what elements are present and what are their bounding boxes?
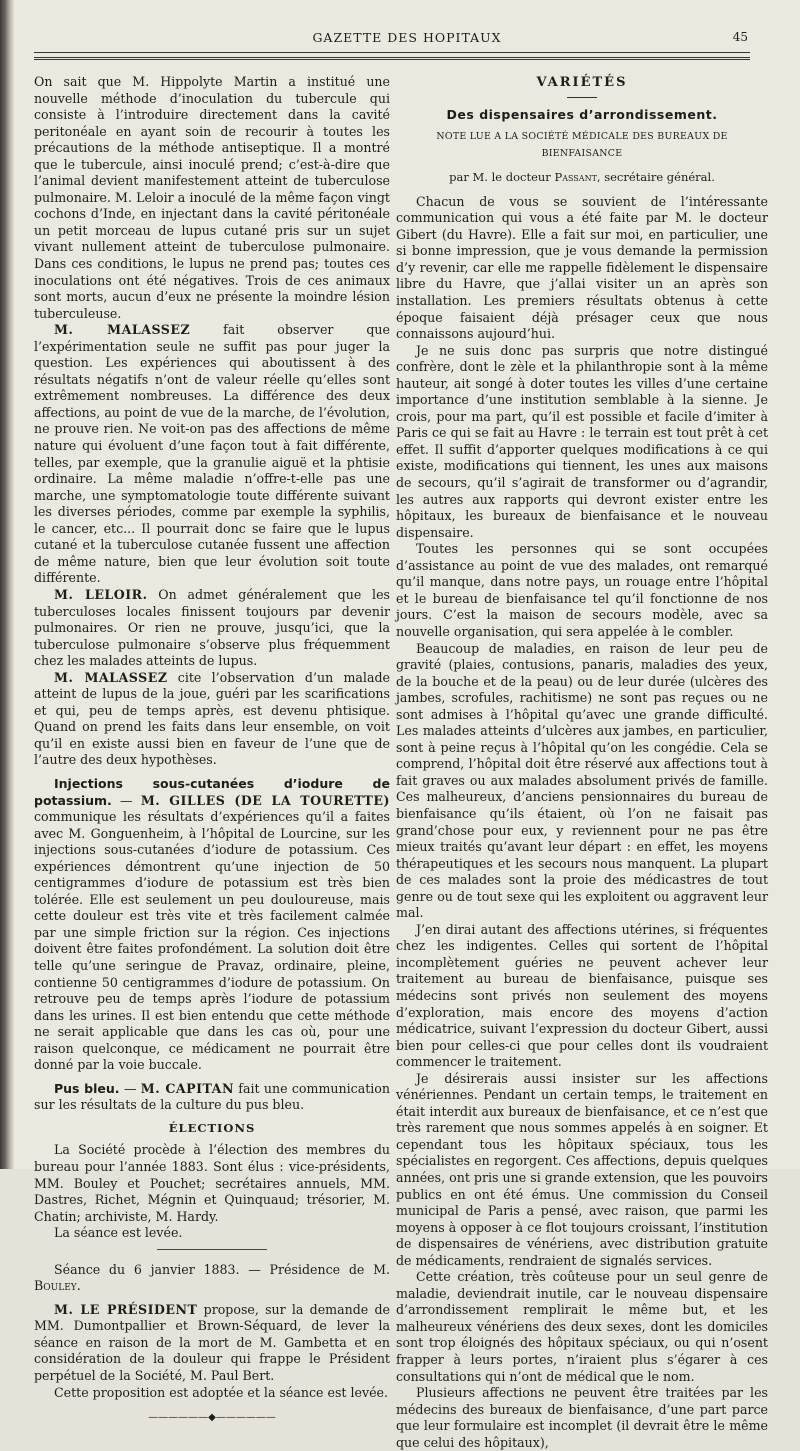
paragraph [34,322,390,587]
left-column [34,74,391,1424]
paragraph [34,587,390,670]
spacer [34,1295,390,1302]
paragraph: Je ne suis donc pas surpris que notre distingué confrère, dont le zèle et la philanthropie sont à la même hauteur, ait songé à doter toutes les villes d’une certaine importance d’une institution semblable à la sienne. Je crois, pour ma part, qu’il est possible et facile d’imiter à Paris ce qui se fait au Havre : le terrain est tout prêt à cet effet. Il suffit d’apporter quelques modifications à ce qui existe, modifications qui tiennent, les unes aux maisons de secours, qu’il s’agirait de transformer ou d’agrandir, les autres aux rapports qui devront exister entre les hôpitaux, les bureaux de bienfaisance et le nouveau dispensaire. [396,342,768,540]
paragraph-text: cite l’observation d’un malade atteint de lupus de la joue, guéri par les scarifications et qui, peu de temps après, est devenu phtisique. Quand on prend les faits dans leur ensemble, on voit qu’il en existe aussi bien en faveur de l’une que de l’autre des deux hypothèses. [34,669,390,768]
paragraph: La séance est levée. [54,1225,183,1241]
speaker-name: M. MALASSEZ [54,669,168,685]
paragraph-text: fait une communication sur les résultats de la culture du pus bleu. [34,1080,390,1113]
paragraph: Cette proposition est adoptée et la séance est levée. [54,1384,388,1400]
paragraph-text: fait observer que l’expérimentation seule ne suffit pas pour juger la question. Les expériences qui aboutissent à des résultats négatifs n’ont de valeur réelle qu’elles sont extrêmement nombreuses. La différence des deux affections, au point de vue de la marche, de l’évolution, ne prouve rien. Ne voit-on pas des affections de même nature qui évoluent d’une façon tout à fait différente, telles, par exemple, que la granulie aiguë et la phtisie ordinaire. La même maladie n’offre-t-elle pas une marche, une symptomatologie toute différente suivant les diverses périodes, comme par exemple la syphilis, le cancer, etc... Il pourrait donc se faire que le lupus cutané et la tuberculose cutanée fussent une affection de même nature, bien que leur évolution soit toute différente. [34,322,390,586]
paragraph-text: On admet généralement que les tuberculoses locales finissent toujours par devenir pulmonaires. Or rien ne prouve, jusqu’ici, que la tuberculose pulmonaire s’observe plus fréquemment chez les malades atteints de lupus. [34,586,391,669]
author-suffix: , secrétaire général. [596,170,715,185]
dash: — [119,1080,141,1096]
author-line [396,169,768,186]
session-line [34,1262,390,1295]
paragraph: Toutes les personnes qui se sont occupées d’assistance au point de vue des malades, ont remarqué qu’il manque, dans notre pays, un rouage entre l’hôpital et le bureau de bienfaisance tel qu’il fonctionne de nos jours. C’est la maison de secours modèle, avec sa nouvelle organisation, qui sera appelée à le combler. [396,541,768,639]
article-header [396,75,768,186]
speaker-name: M. GILLES (DE LA TOURETTE) [140,792,390,808]
page-header [14,30,800,54]
paragraph-text: communique les résultats d’expériences qu’il a faites avec M. Gonguenheim, à l’hôpital de Lourcine, sur les injections sous-cutanées d’iodure de potassium. Ces expériences démontrent qu’une injection de 50 centigrammes d’iodure de potassium est très bien tolérée. Elle est seulement un peu douloureuse, mais cette douleur est très vite et très facilement calmée par une simple friction sur la région. Ces injections doivent être faites profondément. La solution doit être telle qu’une seringue de Pravaz, ordinaire, pleine, contienne 50 centigrammes d’iodure de potassium. On retrouve peu de temps après l’iodure de potassium dans les urines. Il est bien entendu que cette méthode ne serait applicable que dans les cas où, pour une raison quelconque, ce médicament ne pourrait être donné par la voie buccale. [34,809,390,1073]
page-binding-edge [0,0,14,1169]
header-double-rule [34,57,750,60]
speaker-name: M. LE PRÉSIDENT [54,1301,198,1317]
paragraph: La Société procède à l’élection des membres du bureau pour l’année 1883. Sont élus : vice-présidents, MM. Bouley et Pouchet; secrétaires annuels, MM. Dastres, Richet, Mégnin et Quinquaud; trésorier, M. Chatin; archiviste, M. Hardy. [34,1142,390,1224]
paragraph: J’en dirai autant des affections utérines, si fréquentes chez les indigentes. Celles qui sortent de l’hôpital incomplètement guéries ne peuvent achever leur traitement au bureau de bienfaisance, puisque ses médecins sont privés non seulement des moyens d’exploration, mais encore des moyens d’action médicatrice, suivant l’expression du docteur Gibert, aussi bien pour celles-ci que pour celles dont ils voudraient commencer le traitement. [396,921,768,1070]
president-name: Bouley. [34,1278,81,1294]
title-rule [567,97,597,98]
right-column [396,70,768,1450]
paragraph [34,670,390,769]
paragraph: On sait que M. Hippolyte Martin a institué une nouvelle méthode d’inoculation du tubercule qui consiste à l’introduire directement dans la cavité peritonéale en ayant soin de recourir à toutes les précautions de la méthode antiseptique. Il a montré que le tubercule, ainsi inoculé prend; c’est-à-dire que l’animal devient manifestement atteint de tuberculose pulmonaire. M. Leloir a inoculé de la même façon vingt cochons d’Inde, en injectant dans la cavité péritonéale un petit morceau de lupus cutané pris sur un sujet vivant nullement atteint de tuberculose pulmonaire. Dans ces conditions, le lupus ne prend pas; toutes ces inoculations ont été négatives. Trois de ces animaux sont morts, aucun d’eux ne présente la moindre lésion tuberculeuse. [34,74,390,321]
elections-heading: ÉLECTIONS [168,1120,256,1135]
paragraph-text: propose, sur la demande de MM. Dumontpallier et Brown-Séquard, de lever la séance en raison de la mort de M. Gambetta et en considération de la douleur qui frappe le Président perpétuel de la Société, M. Paul Bert. [34,1301,390,1384]
speaker-name: M. MALASSEZ [54,322,191,338]
paragraph: Beaucoup de maladies, en raison de leur peu de gravité (plaies, contusions, panaris, maladies des yeux, de la bouche et de la peau) ou de leur durée (ulcères des jambes, scrofules, rachitisme) ne sont pas reçues ou ne sont admises à l’hôpital qu’avec une grande difficulté. Les malades atteints d’ulcères aux jambes, en particulier, sont à peine reçus à l’hôpital qu’on les congédie. Cela se comprend, l’hôpital doit être réservé aux affections tout à fait graves ou aux malades absolument privés de famille. Ces malheureux, d’anciens pensionnaires du bureau de bienfaisance qu’ils étaient, où l’on ne faisait pas grand’chose pour eux, y reviennent pour ne pas être mieux traités qu’avant leur départ : en effet, les moyens thérapeutiques et les secours nous manquent. La plupart de ces malades sont la proie des médicastres de tout genre ou de tout sexe qui les exploitent ou aggravent leur mal. [396,640,768,921]
paragraph [34,1081,390,1114]
paragraph [34,1302,390,1385]
section-lead-title: Pus bleu. [54,1080,120,1096]
ornament-divider: ——————◆—————— [148,1412,276,1424]
paragraph: Plusieurs affections ne peuvent être traitées par les médecins des bureaux de bienfaisance, d’une part parce que leur formulaire est incomplet (il devrait être le même que celui des hôpitaux), [396,1385,768,1450]
note-line: NOTE LUE A LA SOCIÉTÉ MÉDICALE DES BUREAUX DE BIENFAISANCE [436,131,728,159]
session-text: Séance du 6 janvier 1883. — Présidence de M. [54,1261,390,1277]
author-prefix: par M. le docteur [449,170,555,185]
spacer [34,1074,390,1081]
section-title: VARIÉTÉS [536,75,628,90]
spacer [34,769,390,776]
paragraph [34,776,390,1074]
speaker-name: M. CAPITAN [140,1080,234,1096]
header-rule [34,52,750,53]
author-name: Passant [554,170,597,185]
page-number: 45 [732,30,748,44]
paragraph: Cette création, très coûteuse pour un seul genre de maladie, deviendrait inutile, car le nouveau dispensaire d’arrondissement remplirait le même but, et les malheureux vénériens des deux sexes, dont les domiciles sont trop éloignés des hôpitaux spéciaux, ou qui n’osent frapper à leurs portes, n’iraient plus s’égarer à ces consultations qui n’ont de médical que le nom. [396,1269,768,1384]
dash: — [111,792,141,808]
running-title: GAZETTE DES HOPITAUX [312,30,502,45]
section-lead-title: Injections sous-cutanées d’iodure de potassium. [34,775,390,808]
speaker-name: M. LELOIR. [54,586,148,602]
paragraph: Je désirerais aussi insister sur les affections vénériennes. Pendant un certain temps, le traitement en était interdit aux bureaux de bienfaisance, et ce n’est que très rarement que nous sommes appelés à en soigner. Et cependant tous les hôpitaux spéciaux, tous les spécialistes en regorgent. Ces affections, depuis quelques années, ont pris une si grande extension, que les pouvoirs publics en ont été émus. Une commission du Conseil municipal de Paris a pensé, avec raison, que parmi les moyens à opposer à ce flot toujours croissant, l’institution de dispensaires de vénériens, avec distribution gratuite de médicaments, rendraient de signalés services. [396,1070,768,1268]
article-title: Des dispensaires d’arrondissement. [446,106,718,122]
paragraph: Chacun de vous se souvient de l’intéressante communication qui vous a été faite par M. le docteur Gibert (du Havre). Elle a fait sur moi, en particulier, une si bonne impression, que je vous demande la permission d’y revenir, car elle me rappelle fidèlement le dispensaire libre du Havre, que j’allai visiter un an après son installation. Les premiers résultats obtenus à cette époque faisaient déjà présager ceux que nous connaissons aujourd’hui. [396,193,768,342]
separator-rule [157,1249,267,1250]
newspaper-page [14,0,800,1450]
